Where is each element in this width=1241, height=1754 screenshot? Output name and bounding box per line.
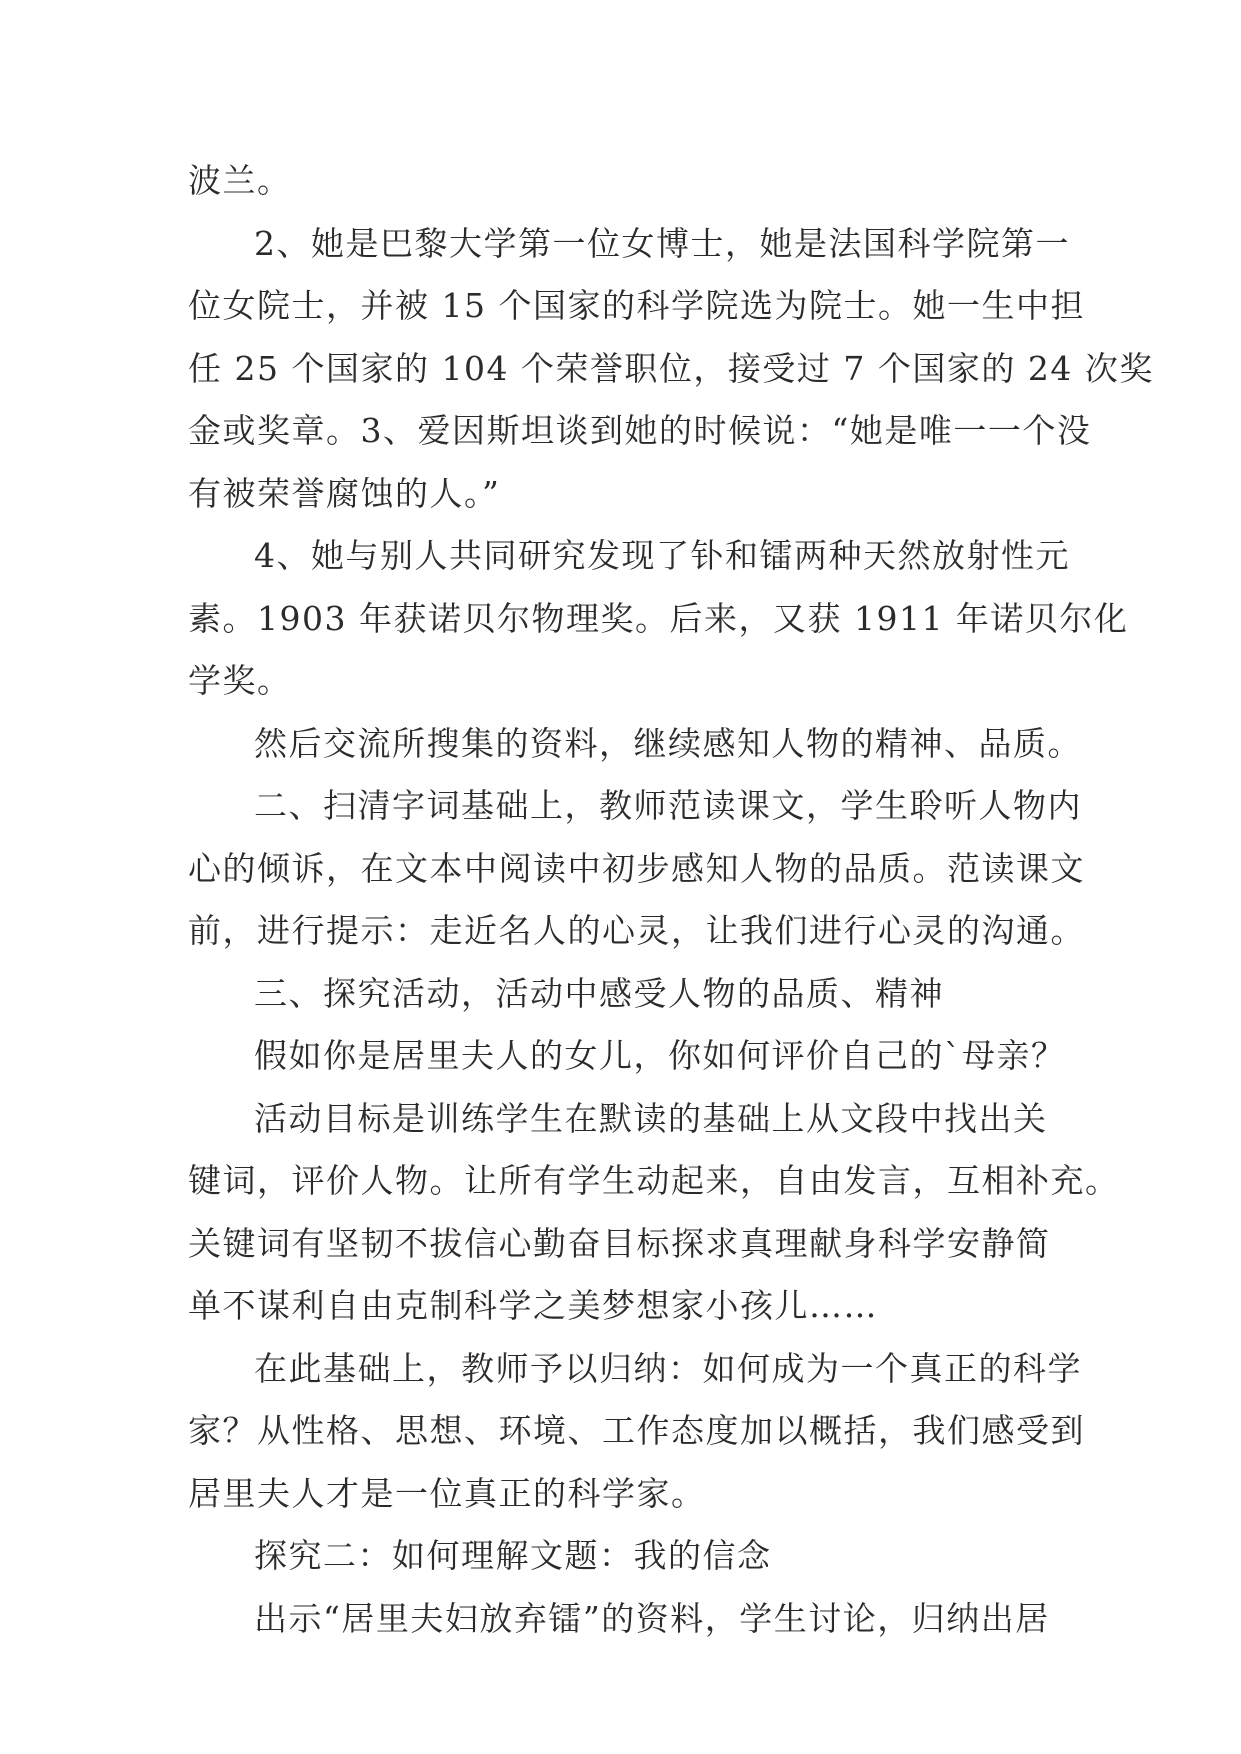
text-line: 金或奖章。3、爱因斯坦谈到她的时候说：“她是唯一一个没 [188, 411, 1092, 450]
text-line: 波兰。 [188, 161, 292, 200]
text-line: 三、探究活动，活动中感受人物的品质、精神 [254, 973, 944, 1013]
text-line: 4、她与别人共同研究发现了钋和镭两种天然放射性元 [254, 536, 1070, 575]
text-line: 心的倾诉，在文本中阅读中初步感知人物的品质。范读课文 [188, 848, 1085, 888]
text-line: 学奖。 [188, 661, 292, 700]
text-line: 二、扫清字词基础上，教师范读课文，学生聆听人物内 [254, 786, 1082, 825]
text-line: 活动目标是训练学生在默读的基础上从文段中找出关 [254, 1098, 1048, 1138]
text-line: 关键词有坚韧不拔信心勤奋目标探求真理献身科学安静简 [188, 1223, 1051, 1263]
text-line: 然后交流所搜集的资料，继续感知人物的精神、品质。 [254, 723, 1082, 763]
text-line: 家？从性格、思想、环境、工作态度加以概括，我们感受到 [188, 1411, 1085, 1450]
text-line: 前，进行提示：走近名人的心灵，让我们进行心灵的沟通。 [188, 911, 1085, 950]
document-body [188, 150, 1154, 1650]
text-line: 单不谋利自由克制科学之美梦想家小孩儿…… [188, 1286, 878, 1325]
text-line: 位女院士，并被 15 个国家的科学院选为院士。她一生中担 [188, 286, 1085, 325]
text-line: 素。1903 年获诺贝尔物理奖。后来，又获 1911 年诺贝尔化 [188, 598, 1129, 638]
text-line: 居里夫人才是一位真正的科学家。 [188, 1473, 706, 1513]
text-line: 2、她是巴黎大学第一位女博士，她是法国科学院第一 [254, 223, 1070, 263]
text-line: 键词，评价人物。让所有学生动起来，自由发言，互相补充。 [188, 1161, 1120, 1200]
text-line: 有被荣誉腐蚀的人。” [188, 473, 501, 513]
text-line: 任 25 个国家的 104 个荣誉职位，接受过 7 个国家的 24 次奖 [188, 348, 1154, 388]
text-line: 假如你是居里夫人的女儿，你如何评价自己的`母亲？ [254, 1036, 1066, 1075]
text-line: 出示“居里夫妇放弃镭”的资料，学生讨论，归纳出居 [254, 1598, 1050, 1638]
text-line: 探究二：如何理解文题：我的信念 [254, 1536, 772, 1575]
text-line: 在此基础上，教师予以归纳：如何成为一个真正的科学 [254, 1348, 1082, 1388]
